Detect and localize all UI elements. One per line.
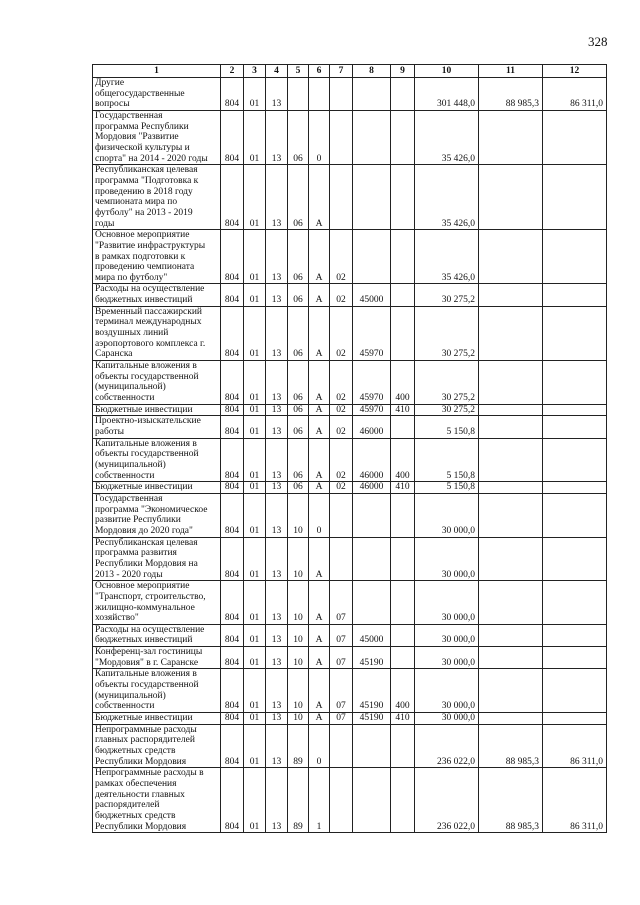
code-cell-6: А <box>309 404 330 416</box>
amount-cell-10: 30 000,0 <box>415 669 479 713</box>
code-cell-4: 13 <box>266 230 288 284</box>
code-cell-8 <box>353 768 391 833</box>
amount-cell-11 <box>479 537 543 581</box>
table-row <box>93 624 607 646</box>
code-cell-5: 06 <box>288 438 309 482</box>
table-row <box>93 768 607 833</box>
code-cell-7 <box>330 537 353 581</box>
table-row <box>93 110 607 164</box>
code-cell-8: 45970 <box>353 306 391 360</box>
item-name-cell: Республиканская целевая программа "Подготовка к проведению в 2018 году чемпионата мира по футболу" на 2013 - 2019 годы <box>93 165 221 230</box>
header-cell-4: 4 <box>266 65 288 78</box>
code-cell-9: 410 <box>391 482 415 494</box>
code-cell-8 <box>353 493 391 537</box>
table-row <box>93 165 607 230</box>
amount-cell-11: 88 985,3 <box>479 768 543 833</box>
table-row <box>93 404 607 416</box>
code-cell-8: 45000 <box>353 284 391 306</box>
code-cell-7: 07 <box>330 713 353 725</box>
code-cell-5: 10 <box>288 713 309 725</box>
code-cell-9: 400 <box>391 669 415 713</box>
amount-cell-12 <box>543 624 607 646</box>
code-cell-5: 89 <box>288 724 309 768</box>
amount-cell-10: 30 000,0 <box>415 493 479 537</box>
code-cell-8: 45970 <box>353 404 391 416</box>
code-cell-7: 02 <box>330 361 353 405</box>
code-cell-5: 06 <box>288 284 309 306</box>
code-cell-9 <box>391 647 415 669</box>
amount-cell-11 <box>479 110 543 164</box>
code-cell-7: 07 <box>330 647 353 669</box>
header-cell-11: 11 <box>479 65 543 78</box>
code-cell-6: А <box>309 482 330 494</box>
amount-cell-10: 236 022,0 <box>415 724 479 768</box>
amount-cell-11 <box>479 165 543 230</box>
code-cell-6: 0 <box>309 493 330 537</box>
code-cell-6: А <box>309 165 330 230</box>
code-cell-3: 01 <box>244 165 266 230</box>
item-name-cell: Непрограммные расходы главных распорядителей бюджетных средств Республики Мордовия <box>93 724 221 768</box>
header-cell-7: 7 <box>330 65 353 78</box>
code-cell-2: 804 <box>221 165 244 230</box>
code-cell-8 <box>353 165 391 230</box>
table-row <box>93 647 607 669</box>
code-cell-4: 13 <box>266 404 288 416</box>
code-cell-2: 804 <box>221 416 244 438</box>
code-cell-4: 13 <box>266 482 288 494</box>
code-cell-4: 13 <box>266 624 288 646</box>
code-cell-2: 804 <box>221 361 244 405</box>
code-cell-9 <box>391 416 415 438</box>
code-cell-4: 13 <box>266 165 288 230</box>
header-cell-3: 3 <box>244 65 266 78</box>
amount-cell-10: 30 000,0 <box>415 537 479 581</box>
item-name-cell: Проектно-изыскательские работы <box>93 416 221 438</box>
amount-cell-11 <box>479 713 543 725</box>
code-cell-5: 89 <box>288 768 309 833</box>
item-name-cell: Капитальные вложения в объекты государственной (муниципальной) собственности <box>93 669 221 713</box>
code-cell-5: 06 <box>288 165 309 230</box>
code-cell-8 <box>353 581 391 625</box>
code-cell-5: 06 <box>288 416 309 438</box>
amount-cell-11 <box>479 306 543 360</box>
table-row <box>93 482 607 494</box>
amount-cell-12: 86 311,0 <box>543 78 607 111</box>
amount-cell-10: 5 150,8 <box>415 482 479 494</box>
code-cell-6: А <box>309 416 330 438</box>
code-cell-9: 410 <box>391 713 415 725</box>
amount-cell-11 <box>479 404 543 416</box>
code-cell-3: 01 <box>244 537 266 581</box>
amount-cell-11 <box>479 230 543 284</box>
table-row <box>93 438 607 482</box>
code-cell-6: А <box>309 537 330 581</box>
code-cell-3: 01 <box>244 713 266 725</box>
code-cell-6: А <box>309 581 330 625</box>
code-cell-6: А <box>309 713 330 725</box>
header-cell-12: 12 <box>543 65 607 78</box>
code-cell-4: 13 <box>266 537 288 581</box>
code-cell-4: 13 <box>266 416 288 438</box>
item-name-cell: Расходы на осуществление бюджетных инвестиций <box>93 624 221 646</box>
code-cell-7: 02 <box>330 230 353 284</box>
code-cell-2: 804 <box>221 110 244 164</box>
table-row <box>93 724 607 768</box>
item-name-cell: Бюджетные инвестиции <box>93 713 221 725</box>
code-cell-3: 01 <box>244 438 266 482</box>
table-header <box>93 65 607 78</box>
budget-table <box>92 64 607 833</box>
code-cell-8: 46000 <box>353 482 391 494</box>
code-cell-7 <box>330 493 353 537</box>
code-cell-4: 13 <box>266 768 288 833</box>
code-cell-3: 01 <box>244 230 266 284</box>
code-cell-6: А <box>309 647 330 669</box>
code-cell-9 <box>391 306 415 360</box>
code-cell-7: 02 <box>330 482 353 494</box>
code-cell-7 <box>330 768 353 833</box>
code-cell-8: 45190 <box>353 669 391 713</box>
code-cell-3: 01 <box>244 404 266 416</box>
amount-cell-10: 30 000,0 <box>415 713 479 725</box>
code-cell-9 <box>391 110 415 164</box>
code-cell-2: 804 <box>221 230 244 284</box>
item-name-cell: Расходы на осуществление бюджетных инвестиций <box>93 284 221 306</box>
code-cell-3: 01 <box>244 306 266 360</box>
amount-cell-12 <box>543 669 607 713</box>
code-cell-6: 0 <box>309 110 330 164</box>
amount-cell-12 <box>543 438 607 482</box>
code-cell-2: 804 <box>221 482 244 494</box>
table-row <box>93 284 607 306</box>
item-name-cell: Капитальные вложения в объекты государственной (муниципальной) собственности <box>93 438 221 482</box>
code-cell-6: А <box>309 306 330 360</box>
code-cell-4: 13 <box>266 669 288 713</box>
code-cell-4: 13 <box>266 78 288 111</box>
table-row <box>93 416 607 438</box>
code-cell-4: 13 <box>266 581 288 625</box>
amount-cell-12 <box>543 581 607 625</box>
code-cell-4: 13 <box>266 724 288 768</box>
code-cell-5 <box>288 78 309 111</box>
code-cell-6: А <box>309 361 330 405</box>
code-cell-7 <box>330 78 353 111</box>
code-cell-2: 804 <box>221 713 244 725</box>
amount-cell-12: 86 311,0 <box>543 768 607 833</box>
amount-cell-12 <box>543 416 607 438</box>
code-cell-2: 804 <box>221 669 244 713</box>
amount-cell-10: 301 448,0 <box>415 78 479 111</box>
code-cell-6 <box>309 78 330 111</box>
code-cell-3: 01 <box>244 581 266 625</box>
code-cell-5: 06 <box>288 404 309 416</box>
item-name-cell: Бюджетные инвестиции <box>93 404 221 416</box>
header-cell-9: 9 <box>391 65 415 78</box>
code-cell-8: 46000 <box>353 438 391 482</box>
amount-cell-11: 88 985,3 <box>479 78 543 111</box>
page-number: 328 <box>588 34 608 49</box>
amount-cell-12 <box>543 404 607 416</box>
item-name-cell: Государственная программа Республики Мордовия "Развитие физической культуры и спорта" на 2014 - 2020 годы <box>93 110 221 164</box>
amount-cell-12 <box>543 493 607 537</box>
code-cell-6: А <box>309 669 330 713</box>
code-cell-7: 07 <box>330 624 353 646</box>
code-cell-5: 06 <box>288 110 309 164</box>
code-cell-5: 06 <box>288 230 309 284</box>
item-name-cell: Основное мероприятие "Развитие инфраструктуры в рамках подготовки к проведению чемпионата мира по футболу" <box>93 230 221 284</box>
item-name-cell: Республиканская целевая программа развития Республики Мордовия на 2013 - 2020 годы <box>93 537 221 581</box>
code-cell-4: 13 <box>266 438 288 482</box>
code-cell-9 <box>391 493 415 537</box>
header-cell-10: 10 <box>415 65 479 78</box>
amount-cell-12 <box>543 165 607 230</box>
amount-cell-10: 35 426,0 <box>415 230 479 284</box>
amount-cell-11 <box>479 669 543 713</box>
code-cell-8 <box>353 78 391 111</box>
code-cell-3: 01 <box>244 724 266 768</box>
code-cell-8 <box>353 230 391 284</box>
amount-cell-11 <box>479 438 543 482</box>
amount-cell-10: 35 426,0 <box>415 165 479 230</box>
amount-cell-12 <box>543 230 607 284</box>
amount-cell-11 <box>479 647 543 669</box>
code-cell-5: 06 <box>288 361 309 405</box>
code-cell-8: 46000 <box>353 416 391 438</box>
code-cell-8: 45000 <box>353 624 391 646</box>
amount-cell-12 <box>543 110 607 164</box>
code-cell-8: 45970 <box>353 361 391 405</box>
code-cell-4: 13 <box>266 284 288 306</box>
code-cell-6: А <box>309 624 330 646</box>
amount-cell-10: 236 022,0 <box>415 768 479 833</box>
code-cell-6: 0 <box>309 724 330 768</box>
code-cell-7 <box>330 724 353 768</box>
amount-cell-12: 86 311,0 <box>543 724 607 768</box>
code-cell-9 <box>391 724 415 768</box>
code-cell-2: 804 <box>221 647 244 669</box>
amount-cell-10: 30 000,0 <box>415 624 479 646</box>
amount-cell-10: 30 275,2 <box>415 284 479 306</box>
table-row <box>93 669 607 713</box>
amount-cell-12 <box>543 713 607 725</box>
code-cell-2: 804 <box>221 537 244 581</box>
code-cell-9 <box>391 230 415 284</box>
code-cell-9 <box>391 78 415 111</box>
amount-cell-12 <box>543 306 607 360</box>
code-cell-9 <box>391 581 415 625</box>
code-cell-9: 410 <box>391 404 415 416</box>
code-cell-2: 804 <box>221 768 244 833</box>
code-cell-3: 01 <box>244 482 266 494</box>
amount-cell-11 <box>479 581 543 625</box>
amount-cell-10: 30 000,0 <box>415 647 479 669</box>
code-cell-4: 13 <box>266 110 288 164</box>
amount-cell-11: 88 985,3 <box>479 724 543 768</box>
code-cell-4: 13 <box>266 493 288 537</box>
amount-cell-12 <box>543 284 607 306</box>
code-cell-2: 804 <box>221 78 244 111</box>
code-cell-9 <box>391 624 415 646</box>
code-cell-3: 01 <box>244 110 266 164</box>
item-name-cell: Другие общегосударственные вопросы <box>93 78 221 111</box>
amount-cell-10: 30 275,2 <box>415 306 479 360</box>
code-cell-8: 45190 <box>353 647 391 669</box>
table-row <box>93 581 607 625</box>
header-cell-6: 6 <box>309 65 330 78</box>
code-cell-2: 804 <box>221 438 244 482</box>
amount-cell-11 <box>479 493 543 537</box>
code-cell-2: 804 <box>221 724 244 768</box>
code-cell-3: 01 <box>244 624 266 646</box>
code-cell-3: 01 <box>244 361 266 405</box>
item-name-cell: Бюджетные инвестиции <box>93 482 221 494</box>
item-name-cell: Государственная программа "Экономическое развитие Республики Мордовия до 2020 года" <box>93 493 221 537</box>
header-cell-2: 2 <box>221 65 244 78</box>
item-name-cell: Основное мероприятие "Транспорт, строительство, жилищно-коммунальное хозяйство" <box>93 581 221 625</box>
code-cell-5: 10 <box>288 581 309 625</box>
code-cell-2: 804 <box>221 493 244 537</box>
code-cell-7: 02 <box>330 306 353 360</box>
code-cell-4: 13 <box>266 647 288 669</box>
item-name-cell: Временный пассажирский терминал международных воздушных линий аэропортового комплекса г. Саранска <box>93 306 221 360</box>
code-cell-3: 01 <box>244 416 266 438</box>
code-cell-8 <box>353 537 391 581</box>
code-cell-6: А <box>309 284 330 306</box>
code-cell-6: А <box>309 230 330 284</box>
code-cell-8 <box>353 110 391 164</box>
code-cell-4: 13 <box>266 713 288 725</box>
amount-cell-12 <box>543 647 607 669</box>
code-cell-9 <box>391 768 415 833</box>
table-row <box>93 306 607 360</box>
amount-cell-10: 30 275,2 <box>415 361 479 405</box>
header-cell-8: 8 <box>353 65 391 78</box>
table-row <box>93 713 607 725</box>
table-row <box>93 493 607 537</box>
code-cell-2: 804 <box>221 306 244 360</box>
code-cell-7: 02 <box>330 438 353 482</box>
code-cell-9 <box>391 284 415 306</box>
amount-cell-11 <box>479 482 543 494</box>
code-cell-2: 804 <box>221 624 244 646</box>
amount-cell-11 <box>479 361 543 405</box>
code-cell-9: 400 <box>391 438 415 482</box>
item-name-cell: Конференц-зал гостиницы "Мордовия" в г. Саранске <box>93 647 221 669</box>
code-cell-4: 13 <box>266 361 288 405</box>
code-cell-3: 01 <box>244 768 266 833</box>
code-cell-5: 06 <box>288 306 309 360</box>
item-name-cell: Капитальные вложения в объекты государственной (муниципальной) собственности <box>93 361 221 405</box>
code-cell-3: 01 <box>244 493 266 537</box>
code-cell-5: 06 <box>288 482 309 494</box>
header-cell-1: 1 <box>93 65 221 78</box>
amount-cell-11 <box>479 416 543 438</box>
code-cell-7: 02 <box>330 416 353 438</box>
code-cell-8 <box>353 724 391 768</box>
code-cell-7 <box>330 110 353 164</box>
code-cell-8: 45190 <box>353 713 391 725</box>
code-cell-3: 01 <box>244 647 266 669</box>
code-cell-2: 804 <box>221 284 244 306</box>
code-cell-9 <box>391 537 415 581</box>
code-cell-5: 10 <box>288 624 309 646</box>
code-cell-9 <box>391 165 415 230</box>
table-row <box>93 537 607 581</box>
code-cell-3: 01 <box>244 78 266 111</box>
header-cell-5: 5 <box>288 65 309 78</box>
header-row <box>93 65 607 78</box>
code-cell-7: 07 <box>330 581 353 625</box>
amount-cell-12 <box>543 482 607 494</box>
code-cell-3: 01 <box>244 284 266 306</box>
code-cell-7 <box>330 165 353 230</box>
table-body <box>93 78 607 833</box>
amount-cell-10: 30 000,0 <box>415 581 479 625</box>
amount-cell-10: 5 150,8 <box>415 438 479 482</box>
code-cell-7: 07 <box>330 669 353 713</box>
amount-cell-11 <box>479 284 543 306</box>
amount-cell-10: 5 150,8 <box>415 416 479 438</box>
code-cell-5: 10 <box>288 647 309 669</box>
code-cell-3: 01 <box>244 669 266 713</box>
table-row <box>93 78 607 111</box>
code-cell-6: А <box>309 438 330 482</box>
amount-cell-11 <box>479 624 543 646</box>
amount-cell-12 <box>543 361 607 405</box>
code-cell-2: 804 <box>221 581 244 625</box>
code-cell-7: 02 <box>330 404 353 416</box>
code-cell-9: 400 <box>391 361 415 405</box>
code-cell-5: 10 <box>288 537 309 581</box>
amount-cell-10: 30 275,2 <box>415 404 479 416</box>
table-row <box>93 230 607 284</box>
code-cell-2: 804 <box>221 404 244 416</box>
table-row <box>93 361 607 405</box>
code-cell-5: 10 <box>288 493 309 537</box>
code-cell-4: 13 <box>266 306 288 360</box>
code-cell-7: 02 <box>330 284 353 306</box>
code-cell-5: 10 <box>288 669 309 713</box>
code-cell-6: 1 <box>309 768 330 833</box>
amount-cell-10: 35 426,0 <box>415 110 479 164</box>
amount-cell-12 <box>543 537 607 581</box>
item-name-cell: Непрограммные расходы в рамках обеспечения деятельности главных распорядителей бюджетных средств Республики Мордовия <box>93 768 221 833</box>
